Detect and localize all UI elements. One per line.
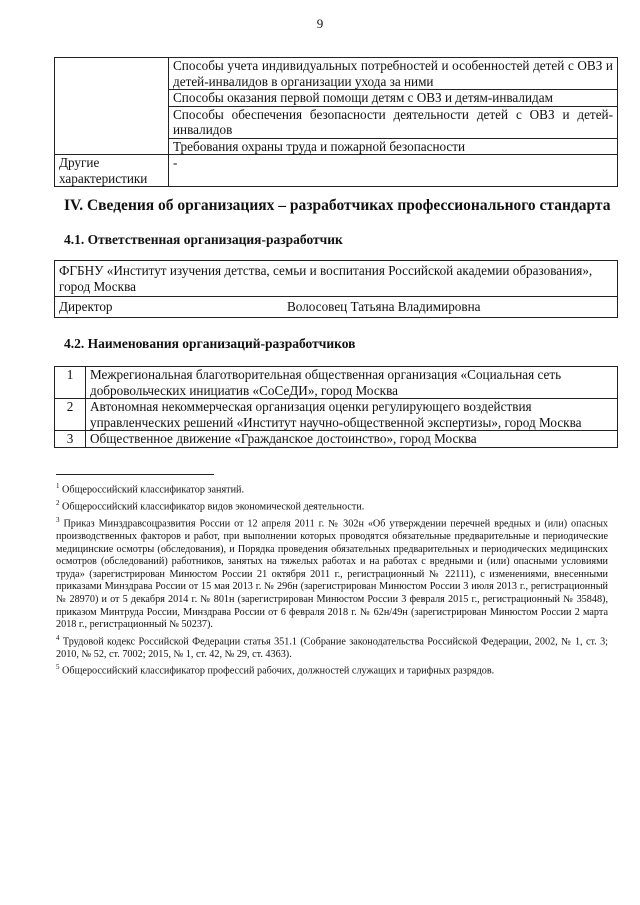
section-title: IV. Сведения об организациях – разработчиках профессионального стандарта [64,197,611,214]
knowledge-table [54,57,618,187]
table-row [55,297,618,318]
footnote-divider [56,474,214,475]
table-row [55,431,618,448]
person-name: Волосовец Татьяна Владимировна [287,299,481,314]
table-row [55,261,618,297]
footnotes [56,480,608,678]
org-name-cell: ФГБНУ «Институт изучения детства, семьи и воспитания Российской академии образования», город Москва [55,261,618,297]
table-row [55,399,618,431]
footnote-text: Трудовой кодекс Российской Федерации статья 351.1 (Собрание законодательства Российской Федерации, 2002, № 1, ст. 3; 2010, № 52, ст. 7002; 2015, № 1, ст. 42, № 29, ст. 4363). [56,636,608,660]
footnote-mark: 3 [56,515,60,524]
footnote-text: Общероссийский классификатор занятий. [62,484,245,496]
row-number: 3 [55,431,86,448]
footnote [56,480,608,497]
row-label-cell [55,58,169,155]
footnote-mark: 5 [56,663,60,672]
footnote [56,514,608,632]
director-cell [55,297,618,318]
row-number: 1 [55,367,86,399]
row-number: 2 [55,399,86,431]
position-label: Директор [59,299,113,314]
responsible-org-table [54,260,618,318]
subsection-title: 4.1. Ответственная организация-разработчик [64,232,343,247]
page-number: 9 [316,16,324,31]
org-name-cell: Автономная некоммерческая организация оценки регулирующего воздействия управленческих решений «Институт научно-общественной экспертизы», город Москва [86,399,618,431]
table-cell: Способы учета индивидуальных потребностей и особенностей детей с ОВЗ и детей-инвалидов в организации ухода за ними [169,58,618,90]
table-row [55,367,618,399]
org-name-cell: Общественное движение «Гражданское достоинство», город Москва [86,431,618,448]
footnote-mark: 1 [56,482,60,490]
footnote [56,661,608,678]
developer-orgs-table [54,366,618,448]
footnote-mark: 2 [56,498,60,507]
table-cell: Способы обеспечения безопасности деятельности детей с ОВЗ и детей-инвалидов [169,106,618,138]
footnote-text: Общероссийский классификатор видов экономической деятельности. [62,501,365,513]
org-name-cell: Межрегиональная благотворительная общественная организация «Социальная сеть добровольческих инициатив «СоСеДИ», город Москва [86,367,618,399]
table-row [55,58,618,90]
subsection-title: 4.2. Наименования организаций-разработчиков [64,336,356,351]
table-cell: Требования охраны труда и пожарной безопасности [169,138,618,155]
row-label-cell: Другие характеристики [55,155,169,187]
footnote-text: Общероссийский классификатор профессий рабочих, должностей служащих и тарифных разрядов. [62,665,495,677]
table-row [55,155,618,187]
footnote-mark: 4 [56,633,60,642]
table-cell: Способы оказания первой помощи детям с ОВЗ и детям-инвалидам [169,90,618,107]
footnote [56,497,608,514]
footnote [56,632,608,662]
footnote-text: Приказ Минздравсоцразвития России от 12 апреля 2011 г. № 302н «Об утверждении перечней вредных и (или) опасных производственных факторов и работ, при выполнении которых проводятся обязательные предварительные и периодические медицинские осмотры (обследования), и Порядка проведения обязательных предварительных и периодических медицинских осмотров (обследований) работников, занятых на тяжелых работах и на работах с вредными и (или) опасными условиями труда» (зарегистрирован Минюстом России 21 октября 2011 г., регистрационный № 22111), с изменениями, внесенными приказами Минздрава России от 15 мая 2013 г. № 296н (зарегистрирован Минюстом России 3 июля 2013 г., регистрационный № 28970) и от 5 декабря 2014 г. № 801н (зарегистрирован Минюстом России 3 февраля 2015 г., регистрационный № 35848), приказом Минтруда России, Минздрава России от 6 февраля 2018 г. № 62н/49н (зарегистрирован Минюстом России 2 марта 2018 г., регистрационный № 50237). [56,518,609,631]
table-cell: - [169,155,618,187]
